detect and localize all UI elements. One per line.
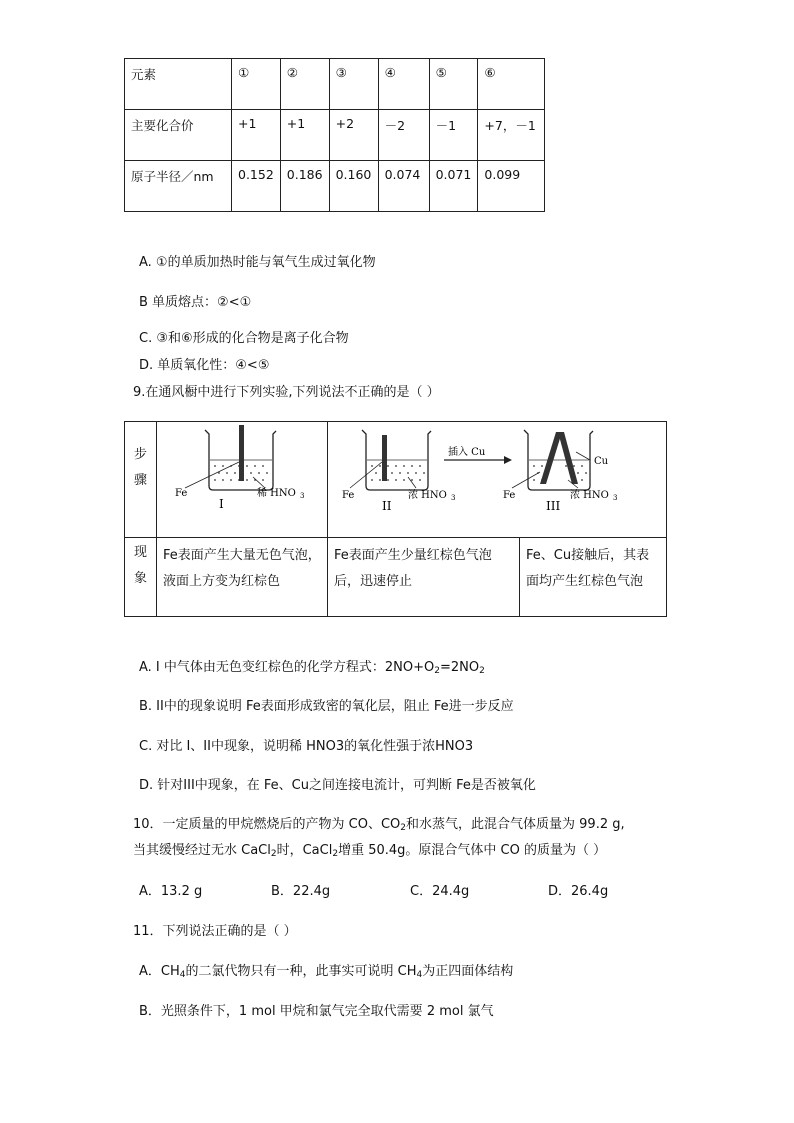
fe-label: Fe bbox=[342, 490, 355, 501]
subscript: 2 bbox=[270, 849, 277, 859]
table-cell: ① bbox=[232, 59, 281, 110]
q10-option-a: A．13.2 g bbox=[139, 884, 203, 899]
q9-stem: 9.在通风橱中进行下列实验,下列说法不正确的是（ ） bbox=[133, 385, 440, 400]
table-cell: 0.074 bbox=[378, 161, 429, 212]
q11-option-a bbox=[139, 960, 513, 980]
stem-text: 10．一定质量的甲烷燃烧后的产物为 CO、CO bbox=[133, 817, 401, 832]
table-cell: 0.071 bbox=[429, 161, 478, 212]
arrow-label: 插入 Cu bbox=[448, 447, 486, 458]
option-text: 的二氯代物只有一种，此事实可说明 CH bbox=[185, 964, 417, 979]
stem-text: 时，CaCl bbox=[276, 843, 333, 858]
subscript: 3 bbox=[451, 494, 456, 502]
observation-header-char: 象 bbox=[133, 571, 147, 586]
option-text: =2NO bbox=[439, 660, 480, 675]
fe-label: Fe bbox=[503, 490, 516, 501]
q8-option-b: B 单质熔点：②<① bbox=[139, 295, 252, 310]
steps-header bbox=[125, 442, 156, 494]
subscript: 2 bbox=[400, 823, 407, 833]
stem-text: 和水蒸气，此混合气体质量为 99.2 g, bbox=[406, 817, 625, 832]
subscript: 3 bbox=[464, 739, 474, 754]
table-cell: 主要化合价 bbox=[125, 110, 232, 161]
table-cell: 0.186 bbox=[280, 161, 329, 212]
subscript: 2 bbox=[434, 666, 440, 676]
q8-option-c: C. ③和⑥形成的化合物是离子化合物 bbox=[139, 331, 349, 346]
q8-option-d: D. 单质氧化性：④<⑤ bbox=[139, 358, 270, 373]
acid-label: 稀 HNO bbox=[257, 488, 296, 499]
observation-2: Fe表面产生少量红棕色气泡后，迅速停止 bbox=[334, 548, 492, 589]
experiment-table bbox=[124, 421, 667, 617]
acid-label: 浓 HNO bbox=[408, 490, 447, 501]
option-text: A. I 中气体由无色变红棕色的化学方程式：2NO+O bbox=[139, 660, 435, 675]
option-text: C. 对比 I、II中现象，说明稀 HNO bbox=[139, 739, 336, 754]
table-cell: 元素 bbox=[125, 59, 232, 110]
subscript: 2 bbox=[479, 666, 485, 676]
table-cell: －2 bbox=[378, 110, 429, 161]
table-cell: 原子半径／nm bbox=[125, 161, 232, 212]
subscript: 4 bbox=[416, 970, 423, 980]
q9-option-c bbox=[139, 735, 473, 754]
stem-text: 增重 50.4g。原混合气体中 CO 的质量为（ ） bbox=[338, 843, 607, 858]
subscript: 4 bbox=[179, 970, 186, 980]
q10-option-d: D．26.4g bbox=[548, 884, 609, 899]
steps-header-char: 步 bbox=[133, 447, 147, 462]
q10-option-b: B．22.4g bbox=[271, 884, 331, 899]
table-cell: 0.152 bbox=[232, 161, 281, 212]
option-text: 的氧化性强于浓HNO bbox=[344, 739, 465, 754]
q9-option-d: D. 针对III中现象，在 Fe、Cu之间连接电流计，可判断 Fe是否被氧化 bbox=[139, 778, 536, 793]
observation-1: Fe表面产生大量无色气泡，液面上方变为红棕色 bbox=[163, 548, 321, 589]
beaker-diagram-2-3 bbox=[328, 422, 666, 536]
figure-numeral: II bbox=[382, 499, 392, 513]
table-row bbox=[125, 59, 545, 110]
beaker-diagram-1 bbox=[157, 422, 327, 536]
q10-option-c: C．24.4g bbox=[410, 884, 470, 899]
observation-header bbox=[125, 540, 156, 592]
q9-option-b: B. II中的现象说明 Fe表面形成致密的氧化层，阻止 Fe进一步反应 bbox=[139, 699, 514, 714]
acid-label: 浓 HNO bbox=[570, 490, 609, 501]
table-cell: ④ bbox=[378, 59, 429, 110]
q10-stem-line1 bbox=[133, 813, 625, 833]
subscript: 3 bbox=[613, 494, 618, 502]
option-text: A．CH bbox=[139, 964, 180, 979]
table-cell: －1 bbox=[429, 110, 478, 161]
q8-option-a: A. ①的单质加热时能与氧气生成过氧化物 bbox=[139, 255, 376, 270]
table-cell: +2 bbox=[329, 110, 378, 161]
table-cell: ② bbox=[280, 59, 329, 110]
table-row bbox=[125, 161, 545, 212]
table-cell: +1 bbox=[280, 110, 329, 161]
table-cell: ③ bbox=[329, 59, 378, 110]
q11-option-b: B．光照条件下，1 mol 甲烷和氯气完全取代需要 2 mol 氯气 bbox=[139, 1004, 494, 1019]
table-cell: 0.099 bbox=[478, 161, 545, 212]
table-cell: ⑥ bbox=[478, 59, 545, 110]
subscript: 3 bbox=[335, 739, 345, 754]
q10-stem-line2 bbox=[133, 839, 606, 859]
table-cell: +7，－1 bbox=[478, 110, 545, 161]
observation-3: Fe、Cu接触后，其表面均产生红棕色气泡 bbox=[526, 548, 650, 589]
observation-header-char: 现 bbox=[133, 545, 147, 560]
table-cell: 0.160 bbox=[329, 161, 378, 212]
figure-numeral: III bbox=[546, 499, 561, 513]
table-row bbox=[125, 110, 545, 161]
stem-text: 当其缓慢经过无水 CaCl bbox=[133, 843, 271, 858]
subscript: 2 bbox=[332, 849, 339, 859]
subscript: 3 bbox=[300, 492, 305, 500]
steps-header-char: 骤 bbox=[133, 473, 147, 488]
table-cell: ⑤ bbox=[429, 59, 478, 110]
fe-label: Fe bbox=[175, 488, 188, 499]
table-cell: +1 bbox=[232, 110, 281, 161]
cu-label: Cu bbox=[594, 456, 609, 467]
q11-stem: 11．下列说法正确的是（ ） bbox=[133, 924, 297, 939]
q9-option-a bbox=[139, 656, 485, 676]
figure-numeral: I bbox=[219, 497, 224, 511]
element-properties-table bbox=[124, 58, 545, 212]
option-text: 为正四面体结构 bbox=[422, 964, 514, 979]
